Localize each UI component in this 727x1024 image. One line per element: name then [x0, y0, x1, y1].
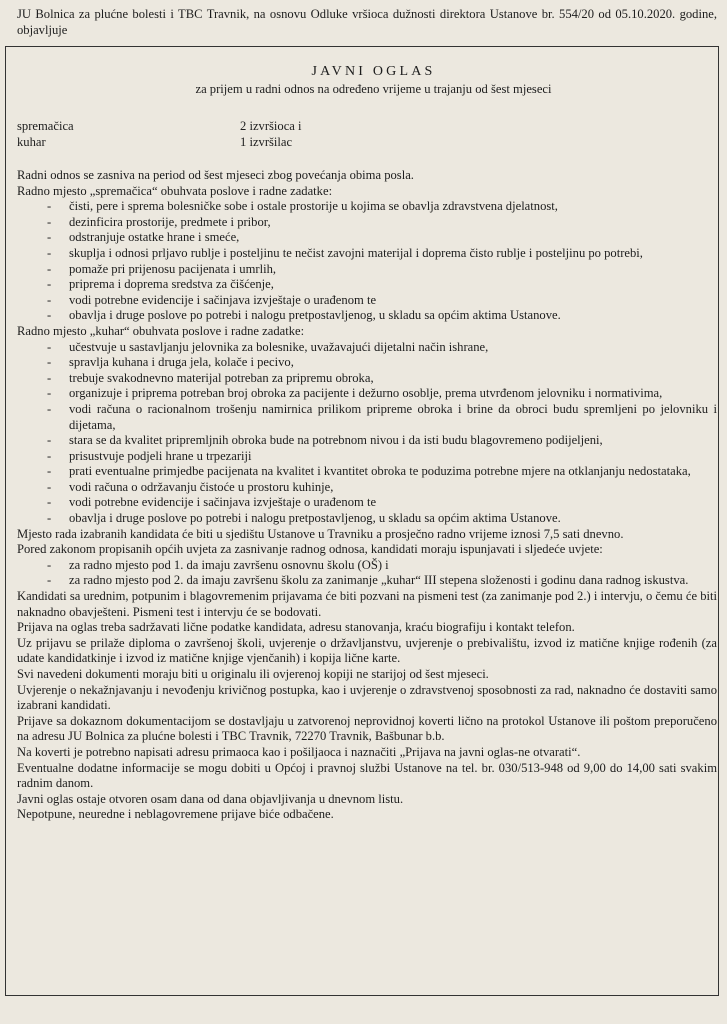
- paragraph: Na koverti je potrebno napisati adresu primaoca kao i pošiljaoca i naznačiti „Prijava na javni oglas-ne otvarati“.: [17, 744, 581, 759]
- positions-list: [17, 118, 302, 150]
- list-item: - čisti, pere i sprema bolesničke sobe i ostale prostorije u kojima se obavlja zdravstvena djelatnost,: [17, 199, 717, 215]
- list-item: - vodi računa o održavanju čistoće u prostoru kuhinje,: [17, 480, 717, 496]
- notice-subtitle: za prijem u radni odnos na određeno vrijeme u trajanju od šest mjeseci: [195, 82, 552, 96]
- paragraph: Mjesto rada izabranih kandidata će biti u sjedištu Ustanove u Travniku a prosječno radno vrijeme iznosi 7,5 sati dnevno.: [17, 526, 624, 541]
- duties-list-cleaner: [17, 199, 717, 324]
- list-item: - odstranjuje ostatke hrane i smeće,: [17, 230, 717, 246]
- intro-text: JU Bolnica za plućne bolesti i TBC Travnik, na osnovu Odluke vršioca dužnosti direktora Ustanove br. 554/20 od 05.10.2020. godine, objavljuje: [17, 7, 717, 37]
- list-item: - obavlja i druge poslove po potrebi i nalogu pretpostavljenog, u skladu sa općim aktima Ustanove.: [17, 511, 717, 527]
- paragraph: Prijave sa dokaznom dokumentacijom se dostavljaju u zatvorenoj neprovidnoj koverti lično na protokol Ustanove ili poštom preporučeno na adresu JU Bolnica za plućne bolesti i TBC Travnik, 72270 Travnik, Bašbunar b.b.: [17, 713, 717, 744]
- paragraph: Svi navedeni dokumenti moraju biti u originalu ili ovjerenoj kopiji ne starijoj od šest mjeseci.: [17, 667, 489, 681]
- paragraph: Javni oglas ostaje otvoren osam dana od dana objavljivanja u dnevnom listu.: [17, 791, 404, 806]
- position-name: kuhar: [17, 135, 46, 149]
- position-row: [17, 134, 302, 150]
- list-item: - vodi potrebne evidencije i sačinjava izvještaje o urađenom te: [17, 293, 717, 309]
- list-item: - dezinficira prostorije, predmete i pribor,: [17, 215, 717, 231]
- list-item: - obavlja i druge poslove po potrebi i nalogu pretpostavljenog, u skladu sa općim aktima Ustanove.: [17, 308, 717, 324]
- paragraph: Prijava na oglas treba sadržavati lične podatke kandidata, adresu stanovanja, kraću biografiju i kontakt telefon.: [17, 620, 575, 635]
- list-item: - za radno mjesto pod 1. da imaju završenu osnovnu školu (OŠ) i: [17, 558, 717, 574]
- list-item: - skuplja i odnosi prljavo rublje i posteljinu te nečist zavojni materijal i doprema čisto rublje i posteljinu po potrebi,: [17, 246, 717, 262]
- list-item: - vodi potrebne evidencije i sačinjava izvještaje o urađenom te: [17, 495, 717, 511]
- list-item: - pomaže pri prijenosu pacijenata i umrlih,: [17, 262, 717, 278]
- list-item: - priprema i doprema sredstva za čišćenje,: [17, 277, 717, 293]
- duties-list-cook: [17, 340, 717, 527]
- notice-title: JAVNI OGLAS: [311, 64, 436, 79]
- list-item: - spravlja kuhana i druga jela, kolače i pecivo,: [17, 355, 717, 371]
- list-item: - trebuje svakodnevno materijal potreban za pripremu obroka,: [17, 371, 717, 387]
- paragraph: Radno mjesto „spremačica“ obuhvata poslove i radne zadatke:: [17, 183, 333, 198]
- paragraph: Radno mjesto „kuhar“ obuhvata poslove i radne zadatke:: [17, 323, 305, 338]
- list-item: - vodi računa o racionalnom trošenju namirnica prilikom pripreme obroka i brine da obroci budu spremljeni po jelovniku i dijetama,: [17, 402, 717, 433]
- paragraph: Uz prijavu se prilaže diploma o završenoj školi, uvjerenje o državljanstvu, uvjerenje o prebivalištu, izvod iz matične knjige rođenih (za udate kandidatkinje i izvod iz matične knjige vjenčanih) i kopija lične karte.: [17, 635, 717, 666]
- position-name: spremačica: [17, 119, 74, 133]
- paragraph: Eventualne dodatne informacije se mogu dobiti u Općoj i pravnoj službi Ustanove na tel. br. 030/513-948 od 9,00 do 14,00 sati svakim radnim danom.: [17, 760, 717, 791]
- position-count: 1 izvršilac: [240, 135, 293, 149]
- list-item: - za radno mjesto pod 2. da imaju završenu školu za zanimanje „kuhar“ III stepena složenosti i godinu dana radnog iskustva.: [17, 573, 717, 589]
- paragraph: Nepotpune, neuredne i neblagovremene prijave biće odbačene.: [17, 807, 334, 822]
- paragraph: Pored zakonom propisanih općih uvjeta za zasnivanje radnog odnosa, kandidati moraju ispunjavati i sljedeće uvjete:: [17, 542, 603, 557]
- position-count: 2 izvršioca i: [240, 119, 302, 133]
- paragraph: Uvjerenje o nekažnjavanju i nevođenju krivičnog postupka, kao i uvjerenje o zdravstvenoj sposobnosti za rad, naknadno će dostaviti samo izabrani kandidati.: [17, 682, 717, 713]
- requirements-list: [17, 558, 717, 589]
- position-row: [17, 118, 302, 134]
- list-item: - prisustvuje podjeli hrane u trpezariji: [17, 449, 717, 465]
- list-item: - učestvuje u sastavljanju jelovnika za bolesnike, uvažavajući dijetalni način ishrane,: [17, 340, 717, 356]
- paragraph: Radni odnos se zasniva na period od šest mjeseci zbog povećanja obima posla.: [17, 168, 414, 182]
- paragraph: Kandidati sa urednim, potpunim i blagovremenim prijavama će biti pozvani na pismeni test (za zanimanje pod 2.) i intervju, o čemu će biti naknadno obavješteni. Pismeni test i intervju će se bodovati.: [17, 589, 717, 619]
- notice-body: [17, 168, 717, 823]
- list-item: - prati eventualne primjedbe pacijenata na kvalitet i kvantitet obroka te poduzima potrebne mjere na otklanjanju nedostataka,: [17, 464, 717, 480]
- list-item: - organizuje i priprema potreban broj obroka za pacijente i dežurno osoblje, prema utvrđenom jelovniku i normativima,: [17, 386, 717, 402]
- list-item: - stara se da kvalitet pripremljnih obroka bude na potrebnom nivou i da isti budu blagovremeno podijeljeni,: [17, 433, 717, 449]
